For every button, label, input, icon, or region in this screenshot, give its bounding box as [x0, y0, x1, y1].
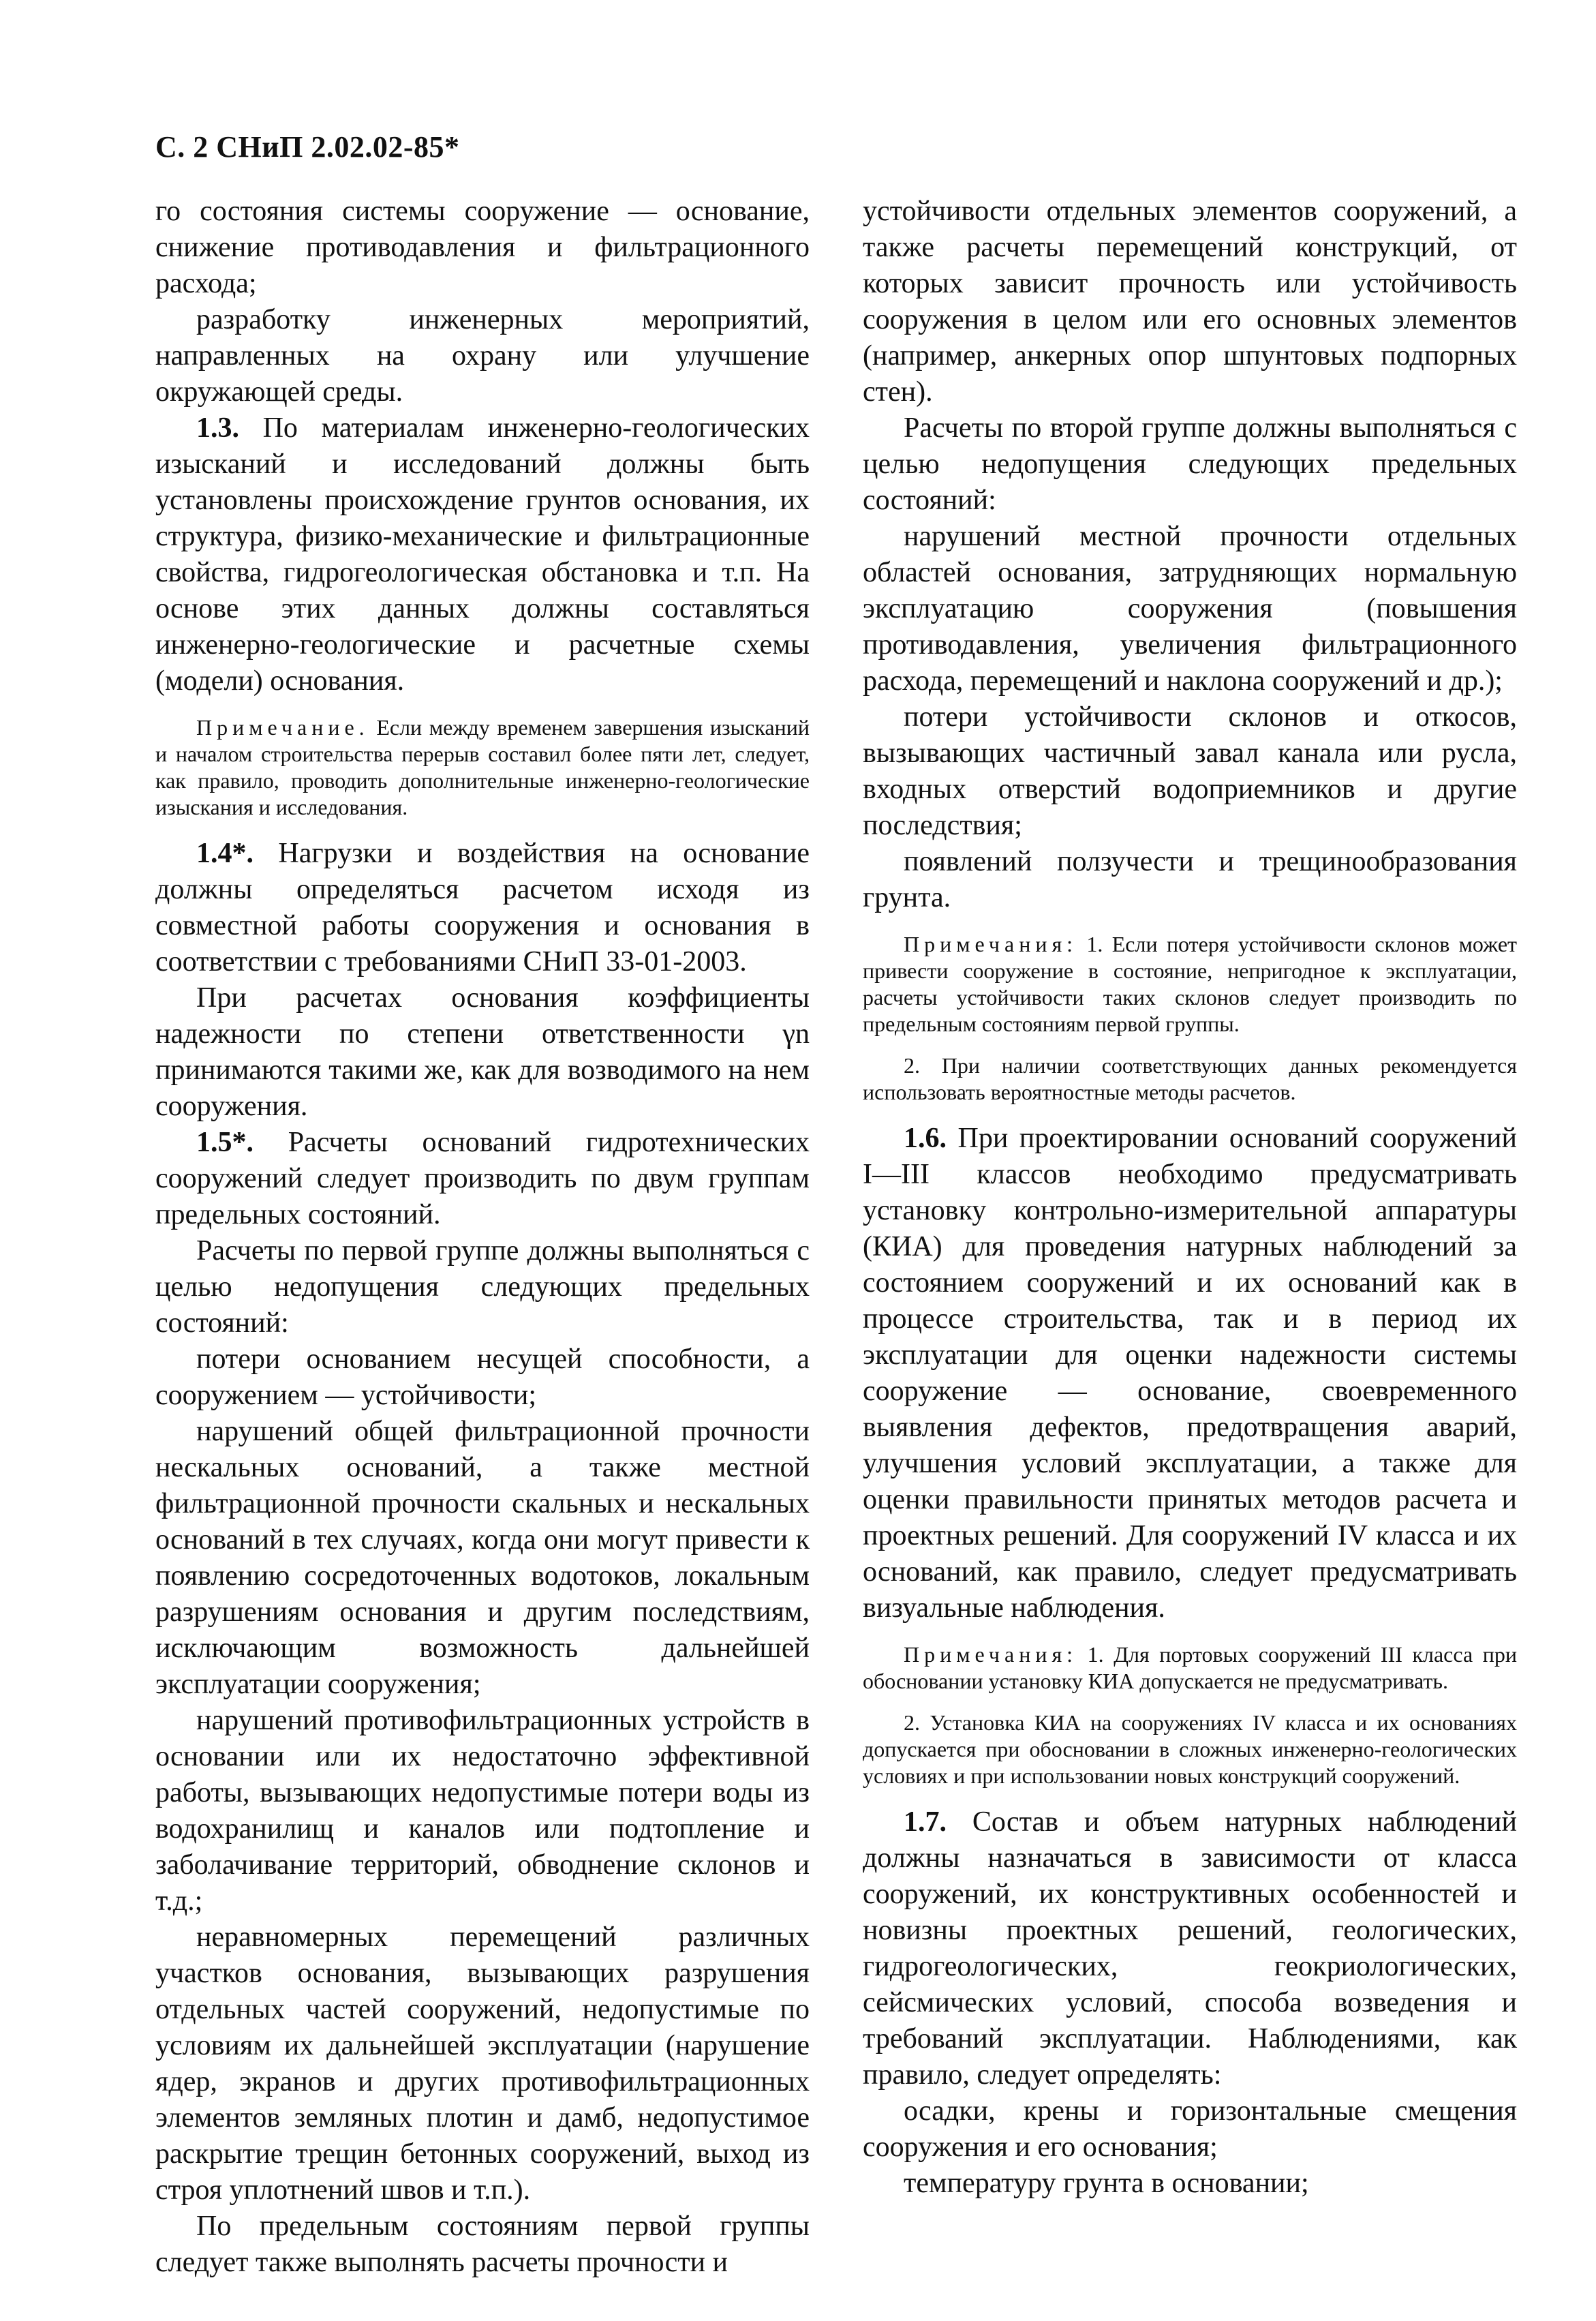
note: [155, 714, 810, 821]
section-paragraph: [863, 1804, 1517, 2093]
note-item: 2. Установка КИА на сооружениях IV класса и их основаниях допускается при обосновании в сложных инженерно-геологических условиях и при использовании новых конструкций сооружений.: [863, 1710, 1517, 1788]
paragraph: [155, 980, 810, 1125]
paragraph: [155, 1414, 810, 1703]
paragraph: [155, 194, 810, 302]
note-text: Если между временем завершения изысканий и началом строительства перерыв составил более пяти лет, следует, как правило, проводить дополнительные инженерно-геологические изыскания и исследования.: [155, 715, 810, 819]
note-label: Примечание.: [196, 715, 369, 740]
paragraph-text: температуру грунта в основании;: [904, 2168, 1309, 2199]
paragraph-text: го состояния системы сооружение — основание, снижение противодавления и фильтрационного расхода;: [155, 196, 810, 299]
note-item: 2. При наличии соответствующих данных рекомендуется использовать вероятностные методы расчетов.: [863, 1053, 1517, 1104]
paragraph: [863, 519, 1517, 699]
paragraph: [155, 1703, 810, 1920]
paragraph-text: нарушений общей фильтрационной прочности нескальных оснований, а также местной фильтрационной прочности скальных и нескальных оснований в тех случаях, когда они могут привести к появлению сосредоточенных водотоков, локальным разрушениям основания и другим последствиям, исключающим возможность дальнейшей эксплуатации сооружения;: [155, 1416, 810, 1700]
left-column: [155, 194, 810, 2281]
paragraph: [155, 2209, 810, 2281]
paragraph: [863, 2166, 1517, 2202]
section-number: 1.6.: [904, 1123, 947, 1154]
page-header: С. 2 СНиП 2.02.02-85*: [155, 130, 460, 164]
paragraph: [155, 1341, 810, 1414]
paragraph-text: По предельным состояниям первой группы следует также выполнять расчеты прочности и: [155, 2211, 810, 2278]
paragraph-text: При проектировании оснований сооружений I—III классов необходимо предусматривать установку контрольно-измерительной аппаратуры (КИА) для проведения натурных наблюдений за состоянием сооружений и их оснований как в процессе строительства, так и в период их эксплуатации для оценки надежности системы сооружение — основание, своевременного выявления дефектов, предотвращения аварий, улучшения условий эксплуатации, а также для оценки правильности принятых методов расчета и проектных решений. Для сооружений IV класса и их оснований, как правило, следует предусматривать визуальные наблюдения.: [863, 1123, 1517, 1624]
note-text: 1. Если потеря устойчивости склонов может привести сооружение в состояние, непригодное к эксплуатации, расчеты устойчивости таких склонов следует производить по предельным состояниям первой группы.: [863, 932, 1517, 1036]
section-paragraph: [863, 1121, 1517, 1626]
paragraph-text: Состав и объем натурных наблюдений должны назначаться в зависимости от класса сооружений, их конструктивных особенностей и новизны проектных решений, геологических, гидрогеологических, геокриологических, сейсмических условий, способа возведения и требований эксплуатации. Наблюдениями, как правило, следует определять:: [863, 1806, 1517, 2091]
section-paragraph: [155, 410, 810, 699]
section-number: 1.5*.: [196, 1127, 254, 1158]
paragraph-text: нарушений противофильтрационных устройств в основании или их недостаточно эффективной работы, вызывающих недопустимые потери воды из водохранилищ и каналов или подтопление и заболачивание территорий, обводнение склонов и т.д.;: [155, 1705, 810, 1917]
paragraph-text: осадки, крены и горизонтальные смещения сооружения и его основания;: [863, 2095, 1517, 2163]
section-number: 1.4*.: [196, 838, 254, 869]
paragraph-text: Нагрузки и воздействия на основание должны определяться расчетом исходя из совместной работы сооружения и основания в соответствии с требованиями СНиП 33-01-2003.: [155, 838, 810, 977]
note-label: Примечания:: [904, 932, 1078, 956]
paragraph-text: Расчеты оснований гидротехнических сооружений следует производить по двум группам предельных состояний.: [155, 1127, 810, 1230]
paragraph: [863, 194, 1517, 410]
paragraph: [863, 2093, 1517, 2166]
note: [863, 931, 1517, 1037]
paragraph: [863, 699, 1517, 844]
paragraph: [863, 410, 1517, 519]
paragraph-text: потери основанием несущей способности, а сооружением — устойчивости;: [155, 1344, 810, 1411]
paragraph-text: неравномерных перемещений различных участков основания, вызывающих разрушения отдельных частей сооружений, недопустимые по условиям их дальнейшей эксплуатации (нарушение ядер, экранов и других противофильтрационных элементов земляных плотин и дамб, недопустимое раскрытие трещин бетонных сооружений, выход из строя уплотнений швов и т.п.).: [155, 1922, 810, 2206]
paragraph-text: устойчивости отдельных элементов сооружений, а также расчеты перемещений конструкций, от которых зависит прочность или устойчивость сооружения в целом или его основных элементов (например, анкерных опор шпунтовых подпорных стен).: [863, 196, 1517, 408]
paragraph-text: появлений ползучести и трещинообразования грунта.: [863, 846, 1517, 913]
paragraph-text: потери устойчивости склонов и откосов, вызывающих частичный завал канала или русла, входных отверстий водоприемников и другие последствия;: [863, 701, 1517, 841]
section-number: 1.3.: [196, 412, 239, 444]
right-column: [863, 194, 1517, 2202]
paragraph: [155, 302, 810, 410]
paragraph: [155, 1233, 810, 1341]
paragraph-text: При расчетах основания коэффициенты надежности по степени ответственности γn принимаются такими же, как для возводимого на нем сооружения.: [155, 982, 810, 1122]
note-label: Примечания:: [904, 1642, 1078, 1667]
note-text: 1. Для портовых сооружений III класса при обосновании установку КИА допускается не предусматривать.: [863, 1642, 1517, 1693]
section-paragraph: [155, 836, 810, 980]
paragraph-text: Расчеты по первой группе должны выполняться с целью недопущения следующих предельных состояний:: [155, 1235, 810, 1339]
section-number: 1.7.: [904, 1806, 947, 1838]
paragraph: [863, 844, 1517, 916]
paragraph: [155, 1920, 810, 2209]
paragraph-text: По материалам инженерно-геологических изысканий и исследований должны быть установлены происхождение грунтов основания, их структура, физико-механические и фильтрационные свойства, гидрогеологическая обстановка и т.п. На основе этих данных должны составляться инженерно-геологические и расчетные схемы (модели) основания.: [155, 412, 810, 697]
paragraph-text: Расчеты по второй группе должны выполняться с целью недопущения следующих предельных состояний:: [863, 412, 1517, 516]
paragraph-text: нарушений местной прочности отдельных областей основания, затрудняющих нормальную эксплуатацию сооружения (повышения противодавления, увеличения фильтрационного расхода, перемещений и наклона сооружений и др.);: [863, 521, 1517, 697]
note: [863, 1641, 1517, 1695]
paragraph-text: разработку инженерных мероприятий, направленных на охрану или улучшение окружающей среды.: [155, 304, 810, 408]
section-paragraph: [155, 1125, 810, 1233]
